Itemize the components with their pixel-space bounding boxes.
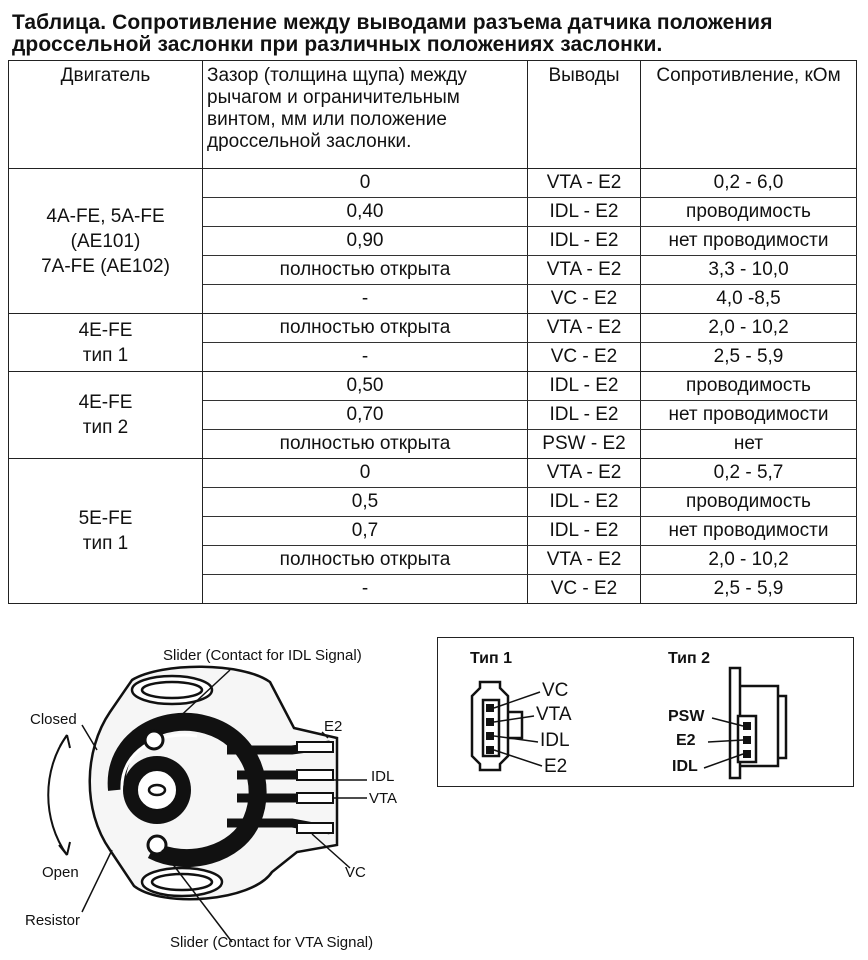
engine-line: (AE101)	[70, 230, 141, 252]
resistance-cell: 2,5 - 5,9	[641, 575, 857, 604]
resistance-cell: 3,3 - 10,0	[641, 256, 857, 285]
terminals-cell: VC - E2	[528, 343, 641, 372]
label-open: Open	[42, 864, 79, 881]
gap-cell: 0,40	[203, 198, 528, 227]
type1-title: Тип 1	[470, 650, 513, 667]
type1-pin-vta: VTA	[536, 704, 572, 725]
type2-pin-psw: PSW	[668, 708, 705, 725]
rotor	[123, 756, 191, 824]
engine-line: 5E-FE	[78, 508, 133, 529]
header-engine: Двигатель	[9, 61, 203, 169]
table-row	[9, 314, 857, 343]
engine-line: тип 1	[82, 344, 129, 366]
terminals-cell: VTA - E2	[528, 169, 641, 198]
terminals-cell: IDL - E2	[528, 401, 641, 430]
header-gap: Зазор (толщина щупа) между рычагом и ограничительным винтом, мм или положение дроссельной заслонки.	[203, 61, 528, 169]
table-row	[9, 372, 857, 401]
engine-line: 7A-FE (AE102)	[41, 255, 170, 277]
resistance-cell: нет проводимости	[641, 401, 857, 430]
table-row	[9, 459, 857, 488]
table-row	[9, 169, 857, 198]
type2-pin-idl: IDL	[672, 758, 698, 775]
resistance-cell: проводимость	[641, 198, 857, 227]
direction-arrow	[48, 735, 70, 855]
label-vc: VC	[345, 864, 366, 881]
engine-cell	[9, 372, 203, 459]
connector-pinout-box	[437, 637, 854, 787]
type1-pin-vc: VC	[542, 680, 569, 701]
header-resistance: Сопротивление, кОм	[641, 61, 857, 169]
resistance-table	[8, 60, 857, 604]
terminals-cell: IDL - E2	[528, 517, 641, 546]
resistance-cell: 0,2 - 5,7	[641, 459, 857, 488]
terminals-cell: PSW - E2	[528, 430, 641, 459]
resistance-cell: 4,0 -8,5	[641, 285, 857, 314]
gap-cell: полностью открыта	[203, 546, 528, 575]
gap-cell: -	[203, 575, 528, 604]
engine-line: тип 1	[82, 533, 129, 554]
resistance-cell: 0,2 - 6,0	[641, 169, 857, 198]
resistance-cell: проводимость	[641, 488, 857, 517]
terminals-cell: IDL - E2	[528, 372, 641, 401]
resistance-cell: нет проводимости	[641, 517, 857, 546]
engine-line: тип 2	[82, 417, 129, 438]
gap-cell: полностью открыта	[203, 314, 528, 343]
terminals-cell: VC - E2	[528, 575, 641, 604]
resistance-cell: 2,0 - 10,2	[641, 546, 857, 575]
terminals-cell: IDL - E2	[528, 198, 641, 227]
resistance-cell: нет	[641, 430, 857, 459]
gap-cell: 0,70	[203, 401, 528, 430]
terminals-cell: VTA - E2	[528, 546, 641, 575]
terminals-cell: VC - E2	[528, 285, 641, 314]
label-slider-idl: Slider (Contact for IDL Signal)	[163, 647, 362, 664]
gap-cell: полностью открыта	[203, 430, 528, 459]
type2-connector	[730, 668, 786, 778]
gap-cell: 0,7	[203, 517, 528, 546]
terminals-cell: IDL - E2	[528, 488, 641, 517]
terminals-cell: VTA - E2	[528, 459, 641, 488]
gap-cell: -	[203, 285, 528, 314]
type2-pins	[743, 722, 751, 758]
table-header-row	[9, 61, 857, 169]
type2-title: Тип 2	[668, 650, 711, 667]
engine-line: 4E-FE	[78, 319, 133, 341]
table-title: Таблица. Сопротивление между выводами разъема датчика положения дроссельной заслонки при различных положениях заслонки.	[12, 11, 773, 56]
terminals-cell: VTA - E2	[528, 256, 641, 285]
gap-cell: полностью открыта	[203, 256, 528, 285]
label-vta: VTA	[369, 790, 398, 807]
engine-cell	[9, 459, 203, 604]
engine-line: 4E-FE	[78, 392, 133, 413]
type1-pin-e2: E2	[544, 756, 568, 777]
label-e2: E2	[324, 718, 343, 735]
label-slider-vta: Slider (Contact for VTA Signal)	[170, 934, 374, 951]
terminals-cell: VTA - E2	[528, 314, 641, 343]
gap-cell: 0,90	[203, 227, 528, 256]
resistance-cell: 2,5 - 5,9	[641, 343, 857, 372]
resistance-cell: нет проводимости	[641, 227, 857, 256]
label-idl: IDL	[371, 768, 395, 785]
terminals-cell: IDL - E2	[528, 227, 641, 256]
gap-cell: 0,5	[203, 488, 528, 517]
type2-pin-e2: E2	[676, 732, 696, 749]
gap-cell: -	[203, 343, 528, 372]
header-terminals: Выводы	[528, 61, 641, 169]
engine-line: 4A-FE, 5A-FE	[46, 205, 165, 227]
gap-cell: 0	[203, 169, 528, 198]
gap-cell: 0	[203, 459, 528, 488]
throttle-sensor-diagram	[12, 640, 412, 958]
label-closed: Closed	[30, 711, 77, 728]
resistance-cell: 2,0 - 10,2	[641, 314, 857, 343]
resistance-cell: проводимость	[641, 372, 857, 401]
type1-pin-idl: IDL	[540, 730, 570, 751]
label-resistor: Resistor	[25, 912, 81, 929]
engine-cell	[9, 314, 203, 372]
gap-cell: 0,50	[203, 372, 528, 401]
engine-cell	[9, 169, 203, 314]
